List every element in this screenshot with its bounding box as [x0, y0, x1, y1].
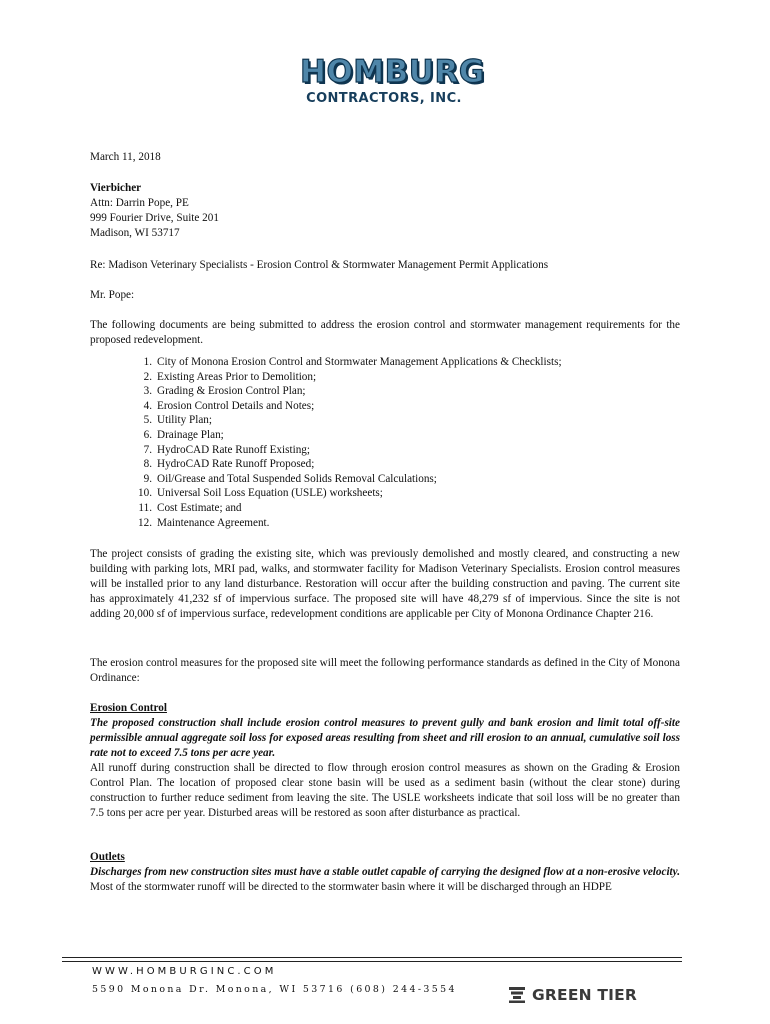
section-heading: Erosion Control	[90, 702, 167, 714]
footer-divider	[62, 957, 682, 958]
section-body: Most of the stormwater runoff will be directed to the stormwater basin where it will be discharged through an HDPE	[90, 881, 612, 893]
logo-main-text: HOMBURG	[300, 54, 485, 90]
list-item-text: City of Monona Erosion Control and Stormwater Management Applications & Checklists;	[157, 356, 562, 368]
list-item-text: Erosion Control Details and Notes;	[157, 399, 315, 412]
list-item-number: 1.	[143, 356, 152, 368]
list-item-number: 10.	[138, 487, 152, 500]
list-item	[133, 501, 683, 516]
intro-paragraph: The following documents are being submitted to address the erosion control and stormwater management requirements for the proposed redevelopment.	[90, 319, 680, 346]
list-item-text: Utility Plan;	[157, 414, 213, 427]
standards-paragraph: The erosion control measures for the proposed site will meet the following performance standards as defined in the City of Monona Ordinance:	[90, 657, 680, 684]
list-item-text: Universal Soil Loss Equation (USLE) worksheets;	[157, 487, 383, 500]
recipient-street: 999 Fourier Drive, Suite 201	[90, 212, 219, 224]
section-body: All runoff during construction shall be directed to flow through erosion control measures as shown on the Grading & Erosion Control Plan. The location of proposed clear stone basin will be used as a sediment basin (without the clear stone) during construction to further reduce sediment from leaving the site. The USLE worksheets indicate that soil loss will be no greater than 7.5 tons per acre per year. Disturbed areas will be restored as soon after disturbance as practical.	[90, 762, 680, 819]
recipient-city: Madison, WI 53717	[90, 227, 180, 239]
list-item-number: 2.	[143, 370, 152, 383]
list-item-text: Existing Areas Prior to Demolition;	[157, 370, 317, 383]
list-item-text: Oil/Grease and Total Suspended Solids Removal Calculations;	[157, 472, 437, 485]
section-standard: Discharges from new construction sites must have a stable outlet capable of carrying the designed flow at a non-erosive velocity.	[90, 866, 681, 878]
recipient-address	[90, 181, 680, 241]
footer-address: 5590 Monona Dr. Monona, WI 53716 (608) 244-3554	[92, 984, 457, 995]
document-list	[133, 355, 683, 530]
list-item	[133, 516, 683, 531]
subject-line: Re: Madison Veterinary Specialists - Erosion Control & Stormwater Management Permit Applications	[90, 259, 549, 271]
list-item	[133, 384, 683, 399]
section-outlets	[90, 850, 680, 895]
list-item-text: Cost Estimate; and	[157, 501, 242, 514]
salutation: Mr. Pope:	[90, 289, 135, 301]
list-item-number: 3.	[143, 385, 152, 398]
section-heading: Outlets	[90, 851, 125, 863]
list-item	[133, 399, 683, 414]
list-item-number: 12.	[138, 516, 152, 529]
list-item	[133, 486, 683, 501]
footer-divider-thin	[62, 961, 682, 962]
list-item-number: 9.	[143, 472, 152, 485]
green-tier-icon	[508, 986, 526, 1004]
section-standard: The proposed construction shall include erosion control measures to prevent gully and bank erosion and limit total off-site permissible annual aggregate soil loss for exposed areas resulting from sheet and rill erosion to an annual, cumulative soil loss rate not to exceed 7.5 tons per acre year.	[90, 717, 680, 759]
logo-sub-text: CONTRACTORS, INC.	[306, 91, 462, 106]
list-item	[133, 355, 683, 370]
letter-date: March 11, 2018	[90, 151, 161, 163]
list-item-number: 4.	[143, 399, 152, 412]
list-item	[133, 370, 683, 385]
project-paragraph: The project consists of grading the existing site, which was previously demolished and mostly cleared, and constructing a new building with parking lots, MRI pad, walks, and stormwater facility for Madison Veterinary Specialists. Erosion control measures will be installed prior to any land disturbance. Restoration will occur after the building construction and paving. The current site has approximately 41,232 sf of impervious surface. The proposed site will have 48,279 sf of impervious. Since the site is not adding 20,000 sf of impervious surface, redevelopment conditions are applicable per City of Monona Ordinance Chapter 216.	[90, 548, 680, 620]
list-item-number: 6.	[143, 428, 152, 441]
footer-website: WWW.HOMBURGINC.COM	[92, 966, 277, 977]
list-item	[133, 472, 683, 487]
list-item	[133, 428, 683, 443]
list-item-text: Grading & Erosion Control Plan;	[157, 385, 306, 398]
section-erosion-control	[90, 701, 680, 821]
list-item	[133, 457, 683, 472]
list-item-text: HydroCAD Rate Runoff Existing;	[157, 443, 310, 456]
company-logo	[300, 54, 485, 107]
recipient-company: Vierbicher	[90, 182, 142, 194]
list-item	[133, 413, 683, 428]
list-item-number: 11.	[138, 501, 152, 514]
list-item-text: HydroCAD Rate Runoff Proposed;	[157, 458, 315, 471]
list-item-text: Drainage Plan;	[157, 428, 224, 441]
list-item-number: 5.	[143, 414, 152, 427]
list-item-number: 8.	[143, 458, 152, 471]
list-item-text: Maintenance Agreement.	[157, 516, 270, 529]
list-item-number: 7.	[143, 443, 152, 456]
green-tier-text: GREEN TIER	[532, 986, 638, 1004]
list-item	[133, 443, 683, 458]
recipient-attn: Attn: Darrin Pope, PE	[90, 197, 189, 209]
green-tier-logo	[508, 986, 637, 1004]
